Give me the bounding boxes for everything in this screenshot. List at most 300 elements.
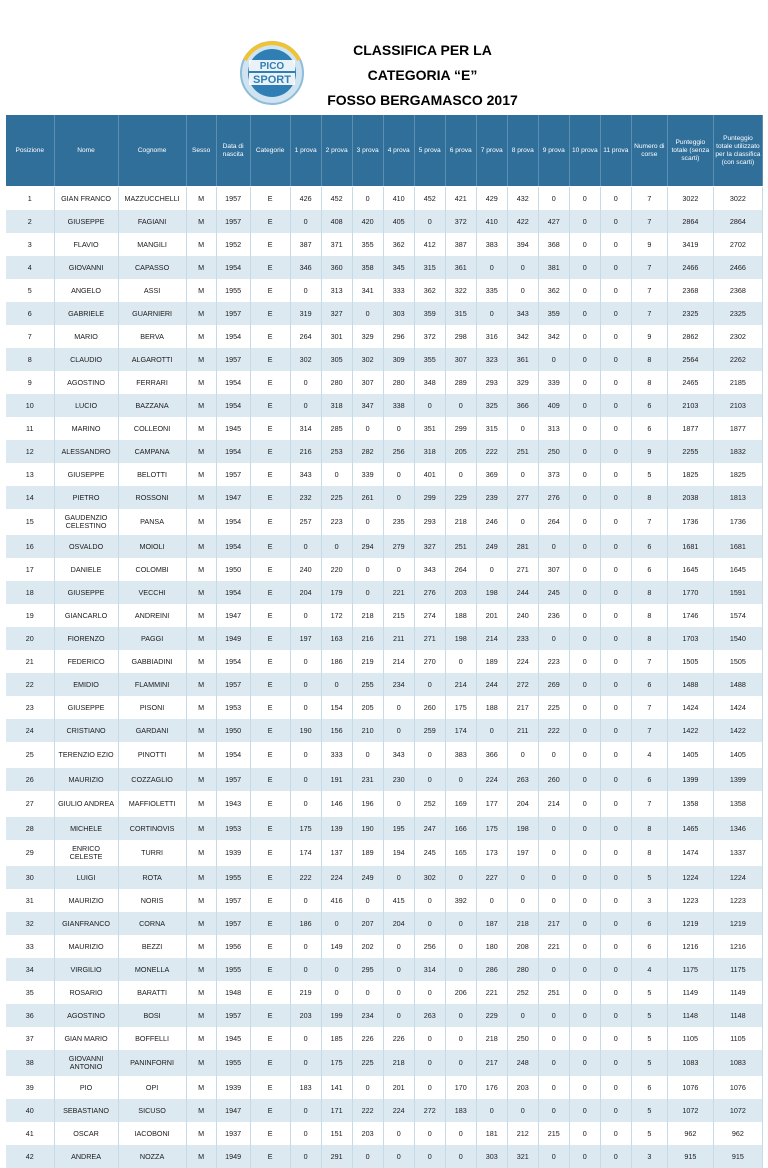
table-cell: GIOVANNI ANTONIO <box>54 1050 118 1076</box>
table-cell: M <box>186 604 216 627</box>
table-cell: E <box>250 187 290 211</box>
table-cell: 4 <box>631 742 667 768</box>
table-cell: 7 <box>631 256 667 279</box>
table-cell: 137 <box>321 840 352 866</box>
table-cell: 175 <box>445 696 476 719</box>
table-cell: 276 <box>414 581 445 604</box>
table-cell: 5 <box>631 866 667 889</box>
column-header: 6 prova <box>445 115 476 187</box>
table-cell: 392 <box>445 889 476 912</box>
table-cell: 0 <box>352 509 383 535</box>
table-cell: 1939 <box>216 840 250 866</box>
table-cell: 1219 <box>667 912 713 935</box>
table-cell: 2103 <box>713 394 762 417</box>
table-cell: 0 <box>569 256 600 279</box>
table-cell: 0 <box>569 650 600 673</box>
table-cell: 216 <box>352 627 383 650</box>
table-cell: BARATTI <box>118 981 186 1004</box>
table-row <box>6 673 763 696</box>
table-cell: E <box>250 1004 290 1027</box>
table-row <box>6 558 763 581</box>
pico-sport-logo <box>237 40 307 106</box>
table-cell: 1223 <box>667 889 713 912</box>
table-cell: 246 <box>476 509 507 535</box>
table-cell: MAFFIOLETTI <box>118 791 186 817</box>
table-cell: 5 <box>631 981 667 1004</box>
table-cell: M <box>186 210 216 233</box>
table-cell: 321 <box>507 1145 538 1168</box>
column-header: Punteggio totale (senza scarti) <box>667 115 713 187</box>
table-cell: 1083 <box>667 1050 713 1076</box>
table-cell: 203 <box>290 1004 321 1027</box>
table-row <box>6 210 763 233</box>
table-cell: 294 <box>352 535 383 558</box>
table-cell: MOIOLI <box>118 535 186 558</box>
table-cell: M <box>186 889 216 912</box>
table-cell: ROSSONI <box>118 486 186 509</box>
table-cell: 37 <box>6 1027 54 1050</box>
column-header: Cognome <box>118 115 186 187</box>
table-cell: 387 <box>290 233 321 256</box>
table-cell: 0 <box>507 279 538 302</box>
table-cell: 0 <box>414 210 445 233</box>
table-cell: 2368 <box>713 279 762 302</box>
table-cell: 215 <box>538 1122 569 1145</box>
table-cell: E <box>250 233 290 256</box>
table-cell: 221 <box>538 935 569 958</box>
table-cell: TURRI <box>118 840 186 866</box>
table-cell: 410 <box>476 210 507 233</box>
table-cell: 0 <box>600 840 631 866</box>
table-cell: E <box>250 325 290 348</box>
table-cell: 2368 <box>667 279 713 302</box>
table-cell: 0 <box>290 768 321 791</box>
table-cell: 0 <box>290 371 321 394</box>
table-cell: 355 <box>414 348 445 371</box>
table-cell: 0 <box>290 673 321 696</box>
table-cell: 0 <box>600 417 631 440</box>
table-cell: 0 <box>414 1145 445 1168</box>
table-cell: M <box>186 742 216 768</box>
table-cell: 0 <box>414 768 445 791</box>
table-cell: 322 <box>445 279 476 302</box>
table-cell: 271 <box>414 627 445 650</box>
table-cell: 372 <box>445 210 476 233</box>
table-cell: 0 <box>569 1027 600 1050</box>
table-cell: 0 <box>569 768 600 791</box>
table-cell: 234 <box>383 673 414 696</box>
table-cell: EMIDIO <box>54 673 118 696</box>
column-header: 1 prova <box>290 115 321 187</box>
table-cell: E <box>250 1122 290 1145</box>
table-cell: 1937 <box>216 1122 250 1145</box>
table-cell: GIUSEPPE <box>54 463 118 486</box>
table-cell: 0 <box>383 791 414 817</box>
table-cell: 0 <box>600 394 631 417</box>
table-cell: E <box>250 1076 290 1099</box>
table-cell: FLAMMINI <box>118 673 186 696</box>
table-cell: 0 <box>445 463 476 486</box>
table-cell: 361 <box>507 348 538 371</box>
table-cell: 0 <box>321 912 352 935</box>
table-cell: 0 <box>538 348 569 371</box>
table-cell: 0 <box>569 535 600 558</box>
table-cell: 176 <box>476 1076 507 1099</box>
table-cell: 230 <box>383 768 414 791</box>
table-cell: 0 <box>600 627 631 650</box>
table-cell: M <box>186 673 216 696</box>
table-cell: 0 <box>569 912 600 935</box>
table-cell: E <box>250 210 290 233</box>
table-cell: E <box>250 742 290 768</box>
table-cell: 1947 <box>216 1099 250 1122</box>
table-cell: 361 <box>445 256 476 279</box>
table-cell: 0 <box>538 1004 569 1027</box>
table-cell: 1957 <box>216 912 250 935</box>
table-cell: 0 <box>507 742 538 768</box>
table-cell: 315 <box>476 417 507 440</box>
table-cell: M <box>186 302 216 325</box>
table-cell: 0 <box>507 1099 538 1122</box>
table-cell: GIOVANNI <box>54 256 118 279</box>
table-cell: 286 <box>476 958 507 981</box>
table-cell: 0 <box>538 817 569 840</box>
table-cell: 224 <box>507 650 538 673</box>
table-cell: M <box>186 486 216 509</box>
table-cell: M <box>186 1027 216 1050</box>
table-cell: 299 <box>414 486 445 509</box>
table-cell: 1224 <box>667 866 713 889</box>
table-cell: 0 <box>538 535 569 558</box>
table-cell: 0 <box>445 1004 476 1027</box>
table-cell: 6 <box>631 394 667 417</box>
table-cell: 0 <box>600 1004 631 1027</box>
table-row <box>6 440 763 463</box>
table-cell: E <box>250 889 290 912</box>
table-cell: 0 <box>414 394 445 417</box>
table-cell: 1950 <box>216 719 250 742</box>
table-cell: 181 <box>476 1122 507 1145</box>
table-cell: 8 <box>631 486 667 509</box>
table-row <box>6 817 763 840</box>
table-cell: 0 <box>445 768 476 791</box>
table-cell: 0 <box>569 696 600 719</box>
table-cell: 1224 <box>713 866 762 889</box>
table-cell: 39 <box>6 1076 54 1099</box>
table-cell: 1591 <box>713 581 762 604</box>
table-cell: E <box>250 463 290 486</box>
table-cell: 199 <box>321 1004 352 1027</box>
table-cell: 264 <box>445 558 476 581</box>
table-cell: M <box>186 348 216 371</box>
table-cell: 196 <box>352 791 383 817</box>
table-cell: E <box>250 394 290 417</box>
table-cell: 40 <box>6 1099 54 1122</box>
table-cell: 0 <box>569 958 600 981</box>
table-cell: 0 <box>414 673 445 696</box>
table-cell: 1939 <box>216 1076 250 1099</box>
column-header: Sesso <box>186 115 216 187</box>
table-cell: 0 <box>569 742 600 768</box>
table-cell: 239 <box>476 486 507 509</box>
table-cell: CAPASSO <box>118 256 186 279</box>
table-cell: 15 <box>6 509 54 535</box>
table-cell: 2864 <box>713 210 762 233</box>
table-cell: 11 <box>6 417 54 440</box>
table-cell: 163 <box>321 627 352 650</box>
table-cell: M <box>186 1099 216 1122</box>
table-cell: E <box>250 604 290 627</box>
table-cell: 211 <box>507 719 538 742</box>
table-row <box>6 509 763 535</box>
table-cell: 203 <box>445 581 476 604</box>
logo-text-top: PICO <box>260 61 285 72</box>
table-row <box>6 981 763 1004</box>
table-cell: 0 <box>290 1027 321 1050</box>
table-cell: 0 <box>290 650 321 673</box>
table-cell: 166 <box>445 817 476 840</box>
table-row <box>6 1122 763 1145</box>
table-cell: 261 <box>352 486 383 509</box>
table-cell: E <box>250 256 290 279</box>
table-cell: 341 <box>352 279 383 302</box>
table-cell: 0 <box>538 958 569 981</box>
table-cell: 0 <box>290 696 321 719</box>
table-cell: M <box>186 394 216 417</box>
table-cell: PIETRO <box>54 486 118 509</box>
table-cell: 0 <box>600 325 631 348</box>
title-line-2: CATEGORIA “E” <box>300 63 545 88</box>
table-cell: 6 <box>631 673 667 696</box>
table-cell: 0 <box>445 1027 476 1050</box>
table-cell: 0 <box>414 1050 445 1076</box>
table-row <box>6 325 763 348</box>
table-cell: 8 <box>631 604 667 627</box>
table-cell: 1813 <box>713 486 762 509</box>
table-cell: 205 <box>445 440 476 463</box>
table-cell: 0 <box>538 866 569 889</box>
table-cell: 0 <box>352 187 383 211</box>
table-cell: 343 <box>290 463 321 486</box>
table-cell: 189 <box>352 840 383 866</box>
table-cell: 1681 <box>713 535 762 558</box>
column-header: Numero di corse <box>631 115 667 187</box>
table-cell: COLOMBI <box>118 558 186 581</box>
table-cell: 240 <box>290 558 321 581</box>
column-header: 3 prova <box>352 115 383 187</box>
table-cell: M <box>186 509 216 535</box>
column-header: Posizione <box>6 115 54 187</box>
table-cell: 1954 <box>216 256 250 279</box>
table-cell: 0 <box>507 866 538 889</box>
table-cell: 185 <box>321 1027 352 1050</box>
table-row <box>6 535 763 558</box>
table-cell: 318 <box>414 440 445 463</box>
table-cell: 5 <box>631 1004 667 1027</box>
table-cell: 42 <box>6 1145 54 1168</box>
table-cell: 244 <box>507 581 538 604</box>
table-cell: 0 <box>383 958 414 981</box>
table-cell: 0 <box>290 1099 321 1122</box>
table-cell: 2702 <box>713 233 762 256</box>
table-row <box>6 650 763 673</box>
table-cell: 0 <box>414 889 445 912</box>
table-cell: GABRIELE <box>54 302 118 325</box>
column-header: Categorie <box>250 115 290 187</box>
table-cell: 224 <box>476 768 507 791</box>
table-cell: 427 <box>538 210 569 233</box>
table-cell: SICUSO <box>118 1099 186 1122</box>
table-cell: 0 <box>600 912 631 935</box>
table-cell: GIANCARLO <box>54 604 118 627</box>
table-cell: 24 <box>6 719 54 742</box>
table-row <box>6 187 763 211</box>
table-cell: 214 <box>445 673 476 696</box>
table-cell: 2185 <box>713 371 762 394</box>
table-cell: 0 <box>290 1145 321 1168</box>
table-cell: 197 <box>507 840 538 866</box>
table-row <box>6 768 763 791</box>
column-header: 4 prova <box>383 115 414 187</box>
table-cell: 0 <box>290 210 321 233</box>
table-cell: 1105 <box>713 1027 762 1050</box>
table-cell: 1540 <box>713 627 762 650</box>
table-cell: 1957 <box>216 348 250 371</box>
table-cell: 279 <box>383 535 414 558</box>
table-cell: ASSI <box>118 279 186 302</box>
table-cell: 32 <box>6 912 54 935</box>
table-cell: MAURIZIO <box>54 935 118 958</box>
table-cell: 1770 <box>667 581 713 604</box>
table-cell: 323 <box>476 348 507 371</box>
table-cell: 9 <box>631 233 667 256</box>
table-cell: 381 <box>538 256 569 279</box>
table-cell: MONELLA <box>118 958 186 981</box>
table-cell: E <box>250 417 290 440</box>
table-cell: 260 <box>538 768 569 791</box>
table-cell: 0 <box>476 256 507 279</box>
table-cell: 0 <box>352 1145 383 1168</box>
table-cell: 0 <box>600 935 631 958</box>
table-cell: 0 <box>600 509 631 535</box>
table-cell: M <box>186 1122 216 1145</box>
table-cell: 285 <box>321 417 352 440</box>
table-cell: 141 <box>321 1076 352 1099</box>
table-cell: OSVALDO <box>54 535 118 558</box>
table-cell: 34 <box>6 958 54 981</box>
table-cell: 260 <box>414 696 445 719</box>
table-cell: 259 <box>414 719 445 742</box>
table-cell: 0 <box>445 394 476 417</box>
table-cell: 0 <box>538 840 569 866</box>
table-cell: 1148 <box>667 1004 713 1027</box>
table-cell: 27 <box>6 791 54 817</box>
table-cell: 962 <box>667 1122 713 1145</box>
table-cell: 198 <box>445 627 476 650</box>
table-cell: E <box>250 912 290 935</box>
table-cell: 36 <box>6 1004 54 1027</box>
table-cell: 263 <box>507 768 538 791</box>
table-cell: 0 <box>600 696 631 719</box>
table-cell: 329 <box>507 371 538 394</box>
table-cell: FERRARI <box>118 371 186 394</box>
table-cell: E <box>250 371 290 394</box>
table-cell: E <box>250 581 290 604</box>
table-cell: FEDERICO <box>54 650 118 673</box>
table-cell: 251 <box>538 981 569 1004</box>
table-body <box>6 187 763 1168</box>
table-cell: 348 <box>414 371 445 394</box>
table-row <box>6 1050 763 1076</box>
table-cell: 187 <box>476 912 507 935</box>
table-cell: 6 <box>631 768 667 791</box>
table-cell: M <box>186 1076 216 1099</box>
table-cell: 302 <box>414 866 445 889</box>
table-cell: 342 <box>538 325 569 348</box>
table-cell: 208 <box>507 935 538 958</box>
table-cell: 252 <box>507 981 538 1004</box>
table-cell: 293 <box>476 371 507 394</box>
table-cell: 170 <box>445 1076 476 1099</box>
table-cell: 303 <box>476 1145 507 1168</box>
table-cell: 0 <box>600 719 631 742</box>
table-cell: 0 <box>507 256 538 279</box>
table-cell: 0 <box>538 1076 569 1099</box>
table-cell: 339 <box>352 463 383 486</box>
table-cell: 8 <box>631 817 667 840</box>
table-cell: VECCHI <box>118 581 186 604</box>
table-cell: 270 <box>414 650 445 673</box>
table-cell: 394 <box>507 233 538 256</box>
table-cell: E <box>250 279 290 302</box>
table-cell: 0 <box>476 719 507 742</box>
table-cell: 1216 <box>713 935 762 958</box>
table-cell: 1954 <box>216 742 250 768</box>
table-cell: IACOBONI <box>118 1122 186 1145</box>
table-cell: 1957 <box>216 302 250 325</box>
table-cell: 0 <box>414 742 445 768</box>
table-cell: M <box>186 279 216 302</box>
table-cell: M <box>186 768 216 791</box>
table-cell: 915 <box>667 1145 713 1168</box>
table-cell: GIANFRANCO <box>54 912 118 935</box>
table-cell: 369 <box>476 463 507 486</box>
column-header: 9 prova <box>538 115 569 187</box>
table-cell: 214 <box>538 791 569 817</box>
table-cell: COLLEONI <box>118 417 186 440</box>
table-cell: 387 <box>445 233 476 256</box>
table-row <box>6 348 763 371</box>
table-cell: 339 <box>538 371 569 394</box>
table-cell: PINOTTI <box>118 742 186 768</box>
table-cell: 305 <box>321 348 352 371</box>
table-cell: BERVA <box>118 325 186 348</box>
table-cell: M <box>186 719 216 742</box>
table-cell: 7 <box>631 187 667 211</box>
table-cell: 169 <box>445 791 476 817</box>
table-cell: 0 <box>569 187 600 211</box>
table-cell: 280 <box>321 371 352 394</box>
table-cell: BELOTTI <box>118 463 186 486</box>
table-cell: 7 <box>631 719 667 742</box>
table-cell: 1877 <box>667 417 713 440</box>
table-cell: 1957 <box>216 673 250 696</box>
table-cell: 0 <box>569 486 600 509</box>
table-cell: LUIGI <box>54 866 118 889</box>
table-cell: 0 <box>290 535 321 558</box>
table-cell: 383 <box>445 742 476 768</box>
table-row <box>6 958 763 981</box>
